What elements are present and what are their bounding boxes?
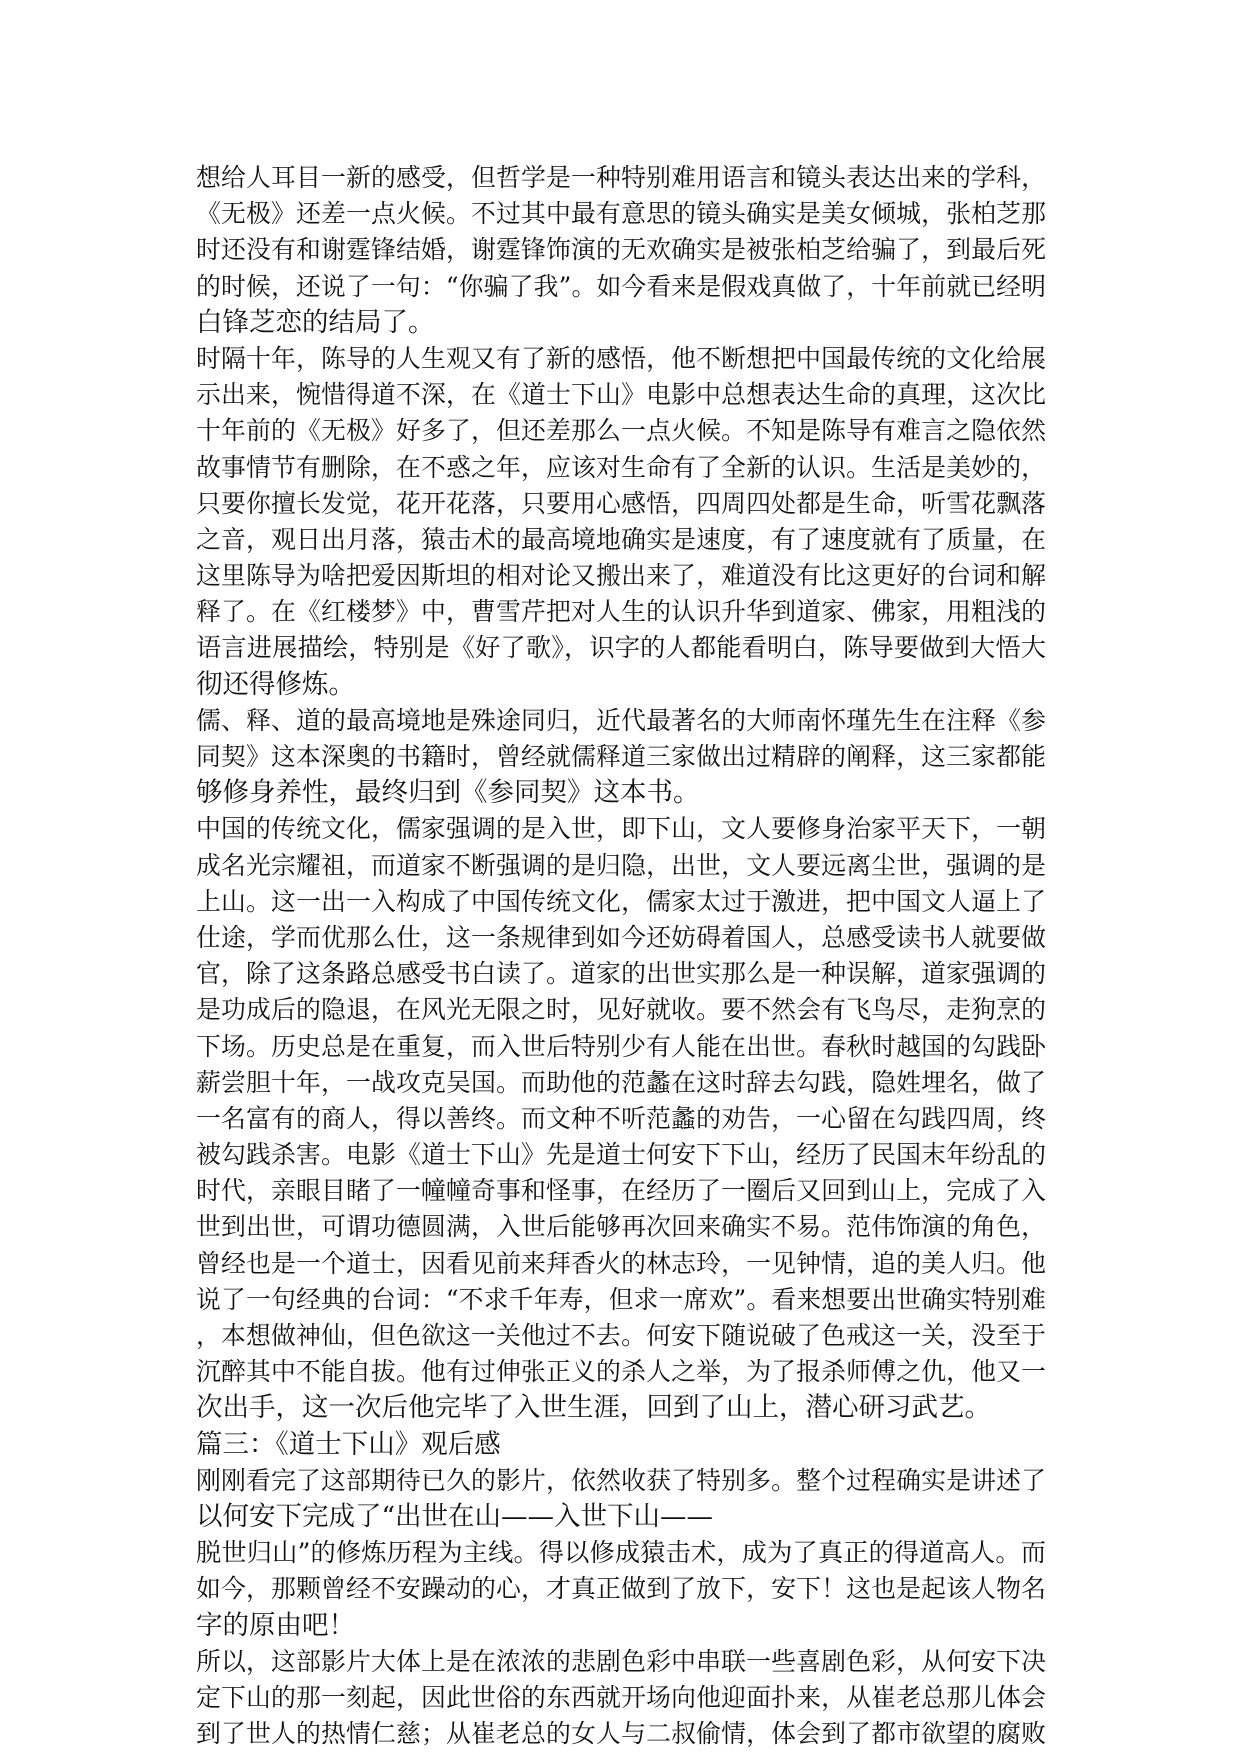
body-text [196, 160, 1046, 1752]
text-line: 刚刚看完了这部期待已久的影片，依然收获了特别多。整个过程确实是讲述了 [196, 1465, 1046, 1495]
text-line: 篇三：《道士下山》观后感 [196, 1428, 501, 1460]
text-line: 曾经也是一个道士，因看见前来拜香火的林志玲，一见钟情，追的美人归。他 [196, 1248, 1046, 1278]
text-line: 时代，亲眼目睹了一幢幢奇事和怪事，在经历了一圈后又回到山上，完成了入 [196, 1176, 1046, 1206]
text-line: 是功成后的隐退，在风光无限之时，见好就收。要不然会有飞鸟尽，走狗烹的 [196, 995, 1046, 1025]
text-line: 官，除了这条路总感受书白读了。道家的出世实那么是一种误解，道家强调的 [196, 959, 1046, 989]
text-line: 到了世人的热情仁慈；从崔老总的女人与二叔偷情，体会到了都市欲望的腐败 [196, 1719, 1046, 1749]
text-line: 说了一句经典的台词：“不求千年寿，但求一席欢”。看来想要出世确实特别难 [196, 1284, 1046, 1314]
text-line: 《无极》还差一点火候。不过其中最有意思的镜头确实是美女倾城，张柏芝那 [196, 199, 1046, 229]
text-line: 如今，那颗曾经不安躁动的心，才真正做到了放下，安下！这也是起该人物名 [196, 1574, 1046, 1604]
text-line: 的时候，还说了一句：“你骗了我”。如今看来是假戏真做了，十年前就已经明 [196, 271, 1046, 301]
text-line: 之音，观日出月落，猿击术的最高境地确实是速度，有了速度就有了质量，在 [196, 524, 1046, 554]
text-line: 上山。这一出一入构成了中国传统文化，儒家太过于激进，把中国文人逼上了 [196, 886, 1046, 916]
text-line: 世到出世，可谓功德圆满，入世后能够再次回来确实不易。范伟饰演的角色， [196, 1212, 1046, 1242]
text-line: 次出手，这一次后他完毕了入世生涯，回到了山上，潜心研习武艺。 [196, 1392, 991, 1424]
text-line: 字的原由吧！ [196, 1609, 355, 1641]
text-line: 定下山的那一刻起，因此世俗的东西就开场向他迎面扑来，从崔老总那儿体会 [196, 1682, 1046, 1712]
text-line: 同契》这本深奥的书籍时，曾经就儒释道三家做出过精辟的阐释，这三家都能 [196, 742, 1046, 771]
text-line: 彻还得修炼。 [196, 668, 355, 700]
text-line: 语言进展描绘，特别是《好了歌》，识字的人都能看明白，陈导要做到大悟大 [196, 633, 1046, 663]
text-line: 中国的传统文化，儒家强调的是入世，即下山，文人要修身治家平天下，一朝 [196, 814, 1046, 844]
text-line: 被勾践杀害。电影《道士下山》先是道士何安下下山，经历了民国末年纷乱的 [196, 1140, 1046, 1170]
text-line: 想给人耳目一新的感受，但哲学是一种特别难用语言和镜头表达出来的学科， [196, 163, 1046, 192]
text-line: 时隔十年，陈导的人生观又有了新的感悟，他不断想把中国最传统的文化给展 [196, 343, 1046, 373]
text-line: 脱世归山”的修炼历程为主线。得以修成猿击术，成为了真正的得道高人。而 [196, 1538, 1046, 1568]
text-line: 所以，这部影片大体上是在浓浓的悲剧色彩中串联一些喜剧色彩，从何安下决 [196, 1646, 1046, 1676]
text-line: 这里陈导为啥把爱因斯坦的相对论又搬出来了，难道没有比这更好的台词和解 [196, 561, 1046, 591]
text-line: 以何安下完成了“出世在山——入世下山—— [196, 1500, 714, 1532]
text-line: 十年前的《无极》好多了，但还差那么一点火候。不知是陈导有难言之隐依然 [196, 416, 1046, 446]
text-line: 仕途，学而优那么仕，这一条规律到如今还妨碍着国人，总感受读书人就要做 [196, 922, 1046, 952]
text-line: 儒、释、道的最高境地是殊途同归，近代最著名的大师南怀瑾先生在注释《参 [196, 705, 1046, 735]
text-line: ，本想做神仙，但色欲这一关他过不去。何安下随说破了色戒这一关，没至于 [196, 1321, 1046, 1350]
text-line: 下场。历史总是在重复，而入世后特别少有人能在出世。春秋时越国的勾践卧 [196, 1031, 1046, 1061]
text-line: 故事情节有删除，在不惑之年，应该对生命有了全新的认识。生活是美妙的， [196, 452, 1046, 482]
text-line: 白锋芝恋的结局了。 [196, 306, 435, 338]
text-line: 薪尝胆十年，一战攻克吴国。而助他的范蠡在这时辞去勾践，隐姓埋名，做了 [196, 1067, 1046, 1097]
text-line: 一名富有的商人，得以善终。而文种不听范蠡的劝告，一心留在勾践四周，终 [196, 1103, 1046, 1133]
text-line: 只要你擅长发觉，花开花落，只要用心感悟，四周四处都是生命，听雪花飘落 [196, 488, 1046, 518]
text-line: 示出来，惋惜得道不深，在《道士下山》电影中总想表达生命的真理，这次比 [196, 380, 1046, 410]
text-line: 时还没有和谢霆锋结婚，谢霆锋饰演的无欢确实是被张柏芝给骗了，到最后死 [196, 235, 1046, 265]
text-line: 成名光宗耀祖，而道家不断强调的是归隐，出世，文人要远离尘世，强调的是 [196, 850, 1046, 880]
text-line: 够修身养性，最终归到《参同契》这本书。 [196, 777, 700, 809]
text-line: 释了。在《红楼梦》中，曹雪芹把对人生的认识升华到道家、佛家，用粗浅的 [196, 597, 1046, 627]
text-line: 沉醉其中不能自拔。他有过伸张正义的杀人之举，为了报杀师傅之仇，他又一 [196, 1357, 1046, 1387]
